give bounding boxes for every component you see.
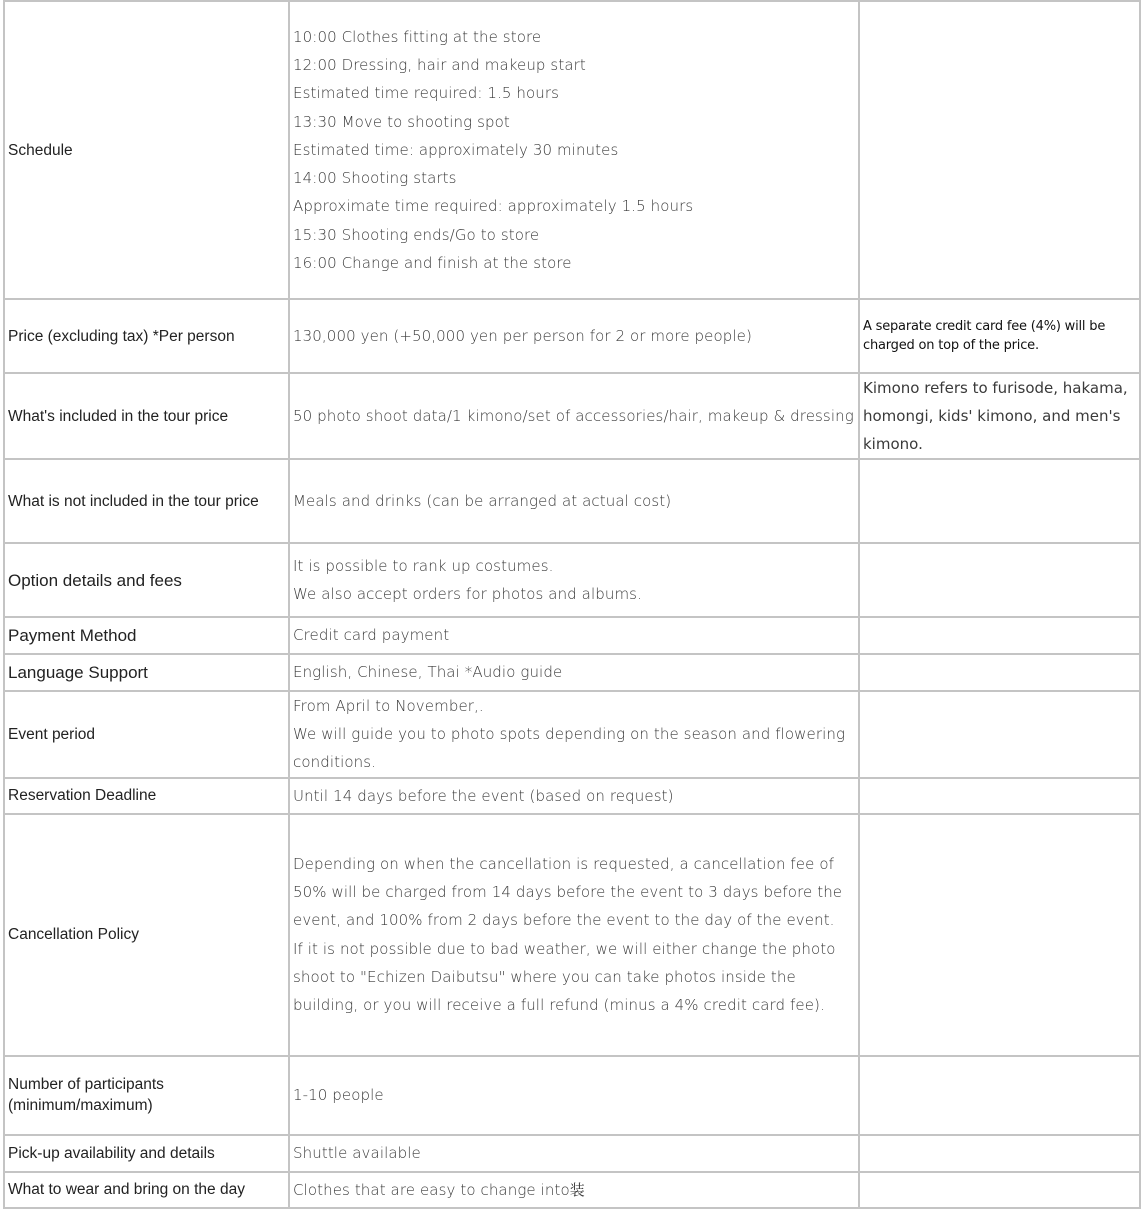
content-line: 50 photo shoot data/1 kimono/set of accessories/hair, makeup & dressing [293, 406, 854, 425]
table-row [4, 814, 1140, 1056]
row-label: Schedule [4, 1, 289, 299]
row-content [289, 459, 859, 543]
row-label: Language Support [4, 654, 289, 691]
content-line: 1-10 people [293, 1086, 384, 1104]
row-label: What's included in the tour price [4, 373, 289, 459]
row-note [859, 1135, 1140, 1172]
content-line: Shuttle available [293, 1144, 421, 1162]
content-line: 16:00 Change and finish at the store [293, 253, 572, 272]
table-row [4, 1172, 1140, 1208]
content-line: From April to November,. [293, 697, 484, 715]
content-line: English, Chinese, Thai *Audio guide [293, 663, 563, 682]
table-body [4, 1, 1140, 1208]
content-line: If it is not possible due to bad weather, we will either change the photo shoot to "Echizen Daibutsu" where you can take photos inside the building, or you will receive a full refund (minus a 4% credit card fee). [293, 939, 836, 1015]
note-line: A separate credit card fee (4%) will be charged on top of the price. [863, 319, 1106, 353]
content-line: It is possible to rank up costumes. [293, 556, 554, 575]
table-row [4, 299, 1140, 373]
content-line: Approximate time required: approximately 1.5 hours [293, 197, 694, 216]
row-label: Reservation Deadline [4, 778, 289, 814]
content-line: 14:00 Shooting starts [293, 169, 457, 188]
content-line: 130,000 yen (+50,000 yen per person for 2 or more people) [293, 326, 752, 345]
table-row [4, 654, 1140, 691]
row-content [289, 1056, 859, 1135]
row-note [859, 654, 1140, 691]
row-content [289, 814, 859, 1056]
content-line: Until 14 days before the event (based on request) [293, 786, 674, 805]
table-row [4, 691, 1140, 778]
content-line: Credit card payment [293, 626, 450, 645]
row-content [289, 1, 859, 299]
row-content [289, 654, 859, 691]
table-row [4, 459, 1140, 543]
row-note [859, 617, 1140, 654]
row-note [859, 1172, 1140, 1208]
row-label: Option details and fees [4, 543, 289, 617]
content-line: 13:30 Move to shooting spot [293, 112, 510, 131]
content-line: 15:30 Shooting ends/Go to store [293, 225, 540, 244]
content-line: We will guide you to photo spots depending on the season and flowering conditions. [293, 725, 846, 772]
row-label: Cancellation Policy [4, 814, 289, 1056]
row-label: Price (excluding tax) *Per person [4, 299, 289, 373]
row-note [859, 299, 1140, 373]
row-label: Number of participants (minimum/maximum) [4, 1056, 289, 1135]
content-line: 10:00 Clothes fitting at the store [293, 28, 542, 47]
row-label: What is not included in the tour price [4, 459, 289, 543]
row-label: What to wear and bring on the day [4, 1172, 289, 1208]
table-row [4, 543, 1140, 617]
row-note [859, 1, 1140, 299]
table-row [4, 1135, 1140, 1172]
row-note [859, 814, 1140, 1056]
table-row [4, 1, 1140, 299]
table-row [4, 373, 1140, 459]
row-content [289, 778, 859, 814]
row-note [859, 691, 1140, 778]
row-content [289, 1135, 859, 1172]
table-row [4, 778, 1140, 814]
row-content [289, 617, 859, 654]
row-note [859, 1056, 1140, 1135]
row-note [859, 459, 1140, 543]
row-label: Payment Method [4, 617, 289, 654]
row-label: Event period [4, 691, 289, 778]
content-line: We also accept orders for photos and albums. [293, 585, 642, 603]
table-row [4, 617, 1140, 654]
row-content [289, 543, 859, 617]
row-note [859, 373, 1140, 459]
tour-details-table [3, 0, 1141, 1209]
content-line: Meals and drinks (can be arranged at actual cost) [293, 491, 672, 510]
table-row [4, 1056, 1140, 1135]
content-line: Estimated time: approximately 30 minutes [293, 140, 619, 159]
row-note [859, 543, 1140, 617]
row-content [289, 299, 859, 373]
content-line: 12:00 Dressing, hair and makeup start [293, 56, 586, 75]
note-line: Kimono refers to furisode, hakama, homongi, kids' kimono, and men's kimono. [863, 379, 1128, 453]
content-line: Depending on when the cancellation is requested, a cancellation fee of 50% will be charged from 14 days before the event to 3 days before the event, and 100% from 2 days before the event to the day of the event. [293, 855, 843, 930]
row-note [859, 778, 1140, 814]
row-content [289, 1172, 859, 1208]
row-content [289, 373, 859, 459]
content-line: Clothes that are easy to change into装 [293, 1180, 585, 1199]
row-label: Pick-up availability and details [4, 1135, 289, 1172]
content-line: Estimated time required: 1.5 hours [293, 84, 560, 103]
row-content [289, 691, 859, 778]
